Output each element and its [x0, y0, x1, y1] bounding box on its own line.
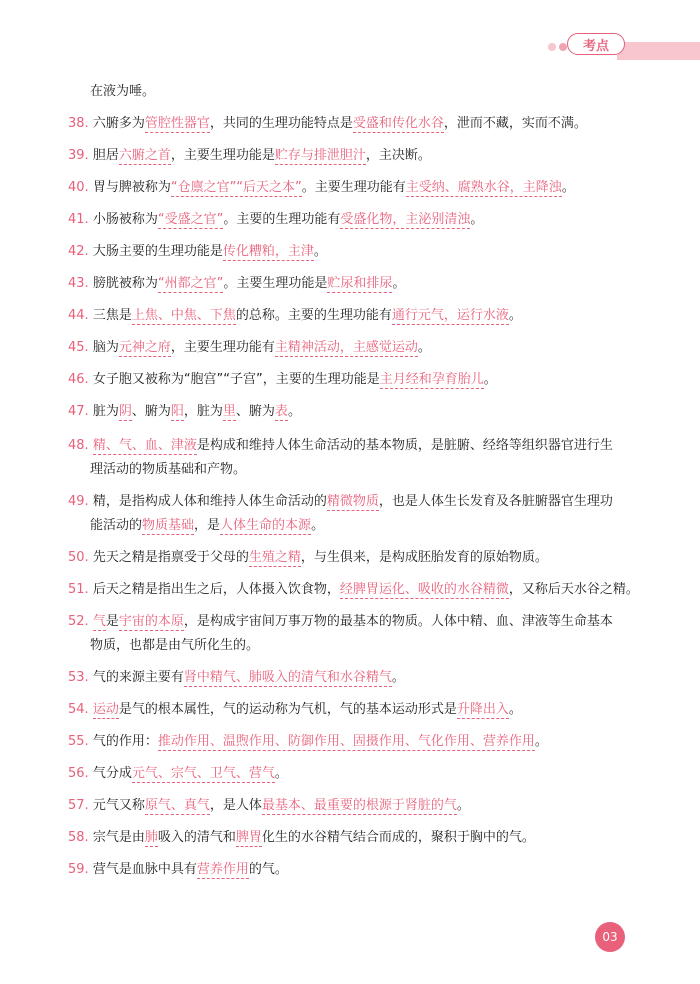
header-band — [617, 42, 700, 60]
text-line — [68, 114, 644, 134]
text-segment: 先天之精是指禀受于父母的 — [88, 550, 249, 565]
section-tab: 考点 — [567, 33, 625, 55]
item-number: 52. — [68, 614, 89, 629]
text-segment: 化生的水谷精气结合而成的，聚积于胸中的气。 — [261, 830, 535, 845]
text-line — [90, 516, 644, 536]
key-term: 宇宙的本原 — [118, 614, 184, 629]
text-segment: 营气是血脉中具有 — [88, 862, 197, 877]
item-number: 41. — [68, 212, 89, 227]
item-number: 57. — [68, 798, 89, 813]
text-segment: 是气的根本属性，气的运动称为气机，气的基本运动形式是 — [118, 702, 457, 717]
text-segment: 气分成 — [88, 766, 132, 781]
key-term: 气 — [92, 614, 106, 629]
text-segment: 三焦是 — [88, 308, 132, 323]
item-number: 49. — [68, 494, 89, 509]
text-segment: 能活动的 — [90, 518, 143, 533]
text-line — [68, 242, 644, 262]
text-line — [68, 436, 644, 456]
text-segment: 。 — [534, 734, 548, 749]
item-number: 40. — [68, 180, 89, 195]
text-line — [68, 860, 644, 880]
key-term: 精、气、血、津液 — [92, 438, 197, 453]
text-segment: 胃与脾被称为 — [88, 180, 171, 195]
key-term: 传化糟粕，主津 — [222, 244, 314, 259]
key-term: 元气、宗气、卫气、营气 — [131, 766, 275, 781]
text-segment: 在液为唾。 — [90, 84, 156, 99]
item-number: 42. — [68, 244, 89, 259]
text-segment: 小肠被称为 — [88, 212, 158, 227]
text-segment: ，主要生理功能是 — [170, 148, 275, 163]
text-line — [90, 82, 644, 102]
text-segment: 。 — [470, 212, 484, 227]
key-term: 原气、真气 — [144, 798, 210, 813]
key-term: 主受纳、腐熟水谷，主降浊 — [405, 180, 562, 195]
key-term: 最基本、最重要的根源于肾脏的气 — [261, 798, 457, 813]
key-term: 阴 — [118, 404, 132, 419]
key-term: 肾中精气、肺吸入的清气和水谷精气 — [183, 670, 392, 685]
key-term: 里 — [222, 404, 236, 419]
text-segment: 是 — [105, 614, 119, 629]
text-segment: 。 — [274, 766, 288, 781]
item-number: 45. — [68, 340, 89, 355]
text-line — [68, 492, 644, 512]
text-segment: 气的来源主要有 — [88, 670, 184, 685]
text-segment: 胆居 — [88, 148, 119, 163]
key-term: 营养作用 — [196, 862, 249, 877]
key-term: 贮存与排泄胆汁 — [274, 148, 366, 163]
text-segment: 六腑多为 — [88, 116, 145, 131]
item-number: 58. — [68, 830, 89, 845]
text-line — [68, 146, 644, 166]
text-segment: 。 — [417, 340, 431, 355]
text-segment: 。主要生理功能是 — [223, 276, 328, 291]
text-segment: 吸入的清气和 — [157, 830, 236, 845]
text-segment: 精，是指构成人体和维持人体生命活动的 — [88, 494, 327, 509]
text-line — [68, 306, 644, 326]
key-term: 推动作用、温煦作用、防御作用、固摄作用、气化作用、营养作用 — [157, 734, 535, 749]
text-segment: ，脏为 — [183, 404, 223, 419]
text-segment: ，与生俱来，是构成胚胎发育的原始物质。 — [300, 550, 548, 565]
text-segment: ，也是人体生长发育及各脏腑器官生理功 — [378, 494, 613, 509]
text-line — [68, 764, 644, 784]
key-term: 升降出入 — [456, 702, 509, 717]
text-segment: 的总称。主要的生理功能有 — [235, 308, 392, 323]
text-line — [68, 580, 644, 600]
text-segment: 大肠主要的生理功能是 — [88, 244, 223, 259]
text-segment: 宗气是由 — [88, 830, 145, 845]
item-number: 50. — [68, 550, 89, 565]
text-segment: 气的作用： — [88, 734, 158, 749]
text-segment: 。主要生理功能有 — [301, 180, 406, 195]
item-number: 51. — [68, 582, 89, 597]
text-segment: 。 — [456, 798, 470, 813]
item-number: 47. — [68, 404, 89, 419]
text-segment: 膀胱被称为 — [88, 276, 158, 291]
text-line — [68, 210, 644, 230]
text-line — [68, 796, 644, 816]
text-line — [68, 668, 644, 688]
key-term: 物质基础 — [142, 518, 195, 533]
text-segment: 物质，也都是由气所化生的。 — [90, 638, 260, 653]
item-number: 48. — [68, 438, 89, 453]
text-line — [68, 402, 644, 422]
text-segment: ，是人体 — [209, 798, 262, 813]
text-line — [68, 548, 644, 568]
item-number: 44. — [68, 308, 89, 323]
text-line — [90, 460, 644, 480]
key-term: 受盛和传化水谷 — [352, 116, 444, 131]
item-number: 46. — [68, 372, 89, 387]
text-segment: 是构成和维持人体生命活动的基本物质，是脏腑、经络等组织器官进行生 — [196, 438, 613, 453]
item-number: 39. — [68, 148, 89, 163]
text-segment: ，又称后天水谷之精。 — [508, 582, 639, 597]
text-segment: 、腑为 — [131, 404, 171, 419]
key-term: 肺 — [144, 830, 158, 845]
text-segment: 。 — [483, 372, 497, 387]
key-term: 元神之府 — [118, 340, 171, 355]
key-term: 贮尿和排尿 — [327, 276, 393, 291]
text-segment: ，是 — [194, 518, 221, 533]
page-number: 03 — [595, 922, 625, 952]
key-term: 经脾胃运化、吸收的水谷精微 — [339, 582, 509, 597]
text-segment: 。 — [508, 308, 522, 323]
text-segment: 。 — [392, 276, 406, 291]
text-line — [68, 612, 644, 632]
key-term: 表 — [274, 404, 288, 419]
text-segment: 元气又称 — [88, 798, 145, 813]
text-segment: 。 — [391, 670, 405, 685]
text-segment: 。 — [287, 404, 301, 419]
key-term: 六腑之首 — [118, 148, 171, 163]
text-segment: 后天之精是指出生之后，人体摄入饮食物， — [88, 582, 340, 597]
text-segment: 。 — [313, 244, 327, 259]
key-term: “州都之官” — [157, 276, 224, 291]
text-line — [68, 338, 644, 358]
key-term: 通行元气，运行水液 — [391, 308, 509, 323]
key-term: 上焦、中焦、下焦 — [131, 308, 236, 323]
text-segment: 理活动的物质基础和产物。 — [90, 462, 247, 477]
key-term: 阳 — [170, 404, 184, 419]
text-segment: 脏为 — [88, 404, 119, 419]
text-segment: 。 — [311, 518, 325, 533]
item-number: 38. — [68, 116, 89, 131]
key-term: 运动 — [92, 702, 119, 717]
key-term: 主月经和孕育胎儿 — [379, 372, 484, 387]
item-number: 55. — [68, 734, 89, 749]
text-segment: 、腑为 — [235, 404, 275, 419]
key-term: 脾胃 — [235, 830, 262, 845]
key-term: 主精神活动，主感觉运动 — [274, 340, 418, 355]
text-line — [68, 274, 644, 294]
key-term: 管腔性器官 — [144, 116, 210, 131]
text-line — [68, 732, 644, 752]
text-segment: 。主要的生理功能有 — [223, 212, 341, 227]
key-term: 人体生命的本源 — [220, 518, 312, 533]
text-segment: ，共同的生理功能特点是 — [209, 116, 353, 131]
item-number: 56. — [68, 766, 89, 781]
item-number: 59. — [68, 862, 89, 877]
text-segment: ，泄而不藏，实而不满。 — [443, 116, 587, 131]
text-segment: 。 — [561, 180, 575, 195]
text-line — [90, 636, 644, 656]
text-segment: 脑为 — [88, 340, 119, 355]
item-number: 43. — [68, 276, 89, 291]
text-line — [68, 700, 644, 720]
text-segment: ，主要生理功能有 — [170, 340, 275, 355]
decor-dot-icon — [559, 43, 567, 51]
item-number: 53. — [68, 670, 89, 685]
item-number: 54. — [68, 702, 89, 717]
text-segment: 女子胞又被称为“胞宫”“子宫”，主要的生理功能是 — [88, 372, 380, 387]
text-segment: ，主决断。 — [365, 148, 431, 163]
text-segment: ，是构成宇宙间万事万物的最基本的物质。人体中精、血、津液等生命基本 — [183, 614, 613, 629]
key-term: “受盛之官” — [157, 212, 224, 227]
text-line — [68, 370, 644, 390]
key-term: 受盛化物，主泌别清浊 — [340, 212, 471, 227]
decor-dot-icon — [548, 43, 556, 51]
key-term: 生殖之精 — [248, 550, 301, 565]
text-line — [68, 178, 644, 198]
text-segment: 。 — [508, 702, 522, 717]
key-term: 精微物质 — [326, 494, 379, 509]
text-segment: 的气。 — [248, 862, 288, 877]
key-term: “仓廪之官”“后天之本” — [170, 180, 302, 195]
text-line — [68, 828, 644, 848]
